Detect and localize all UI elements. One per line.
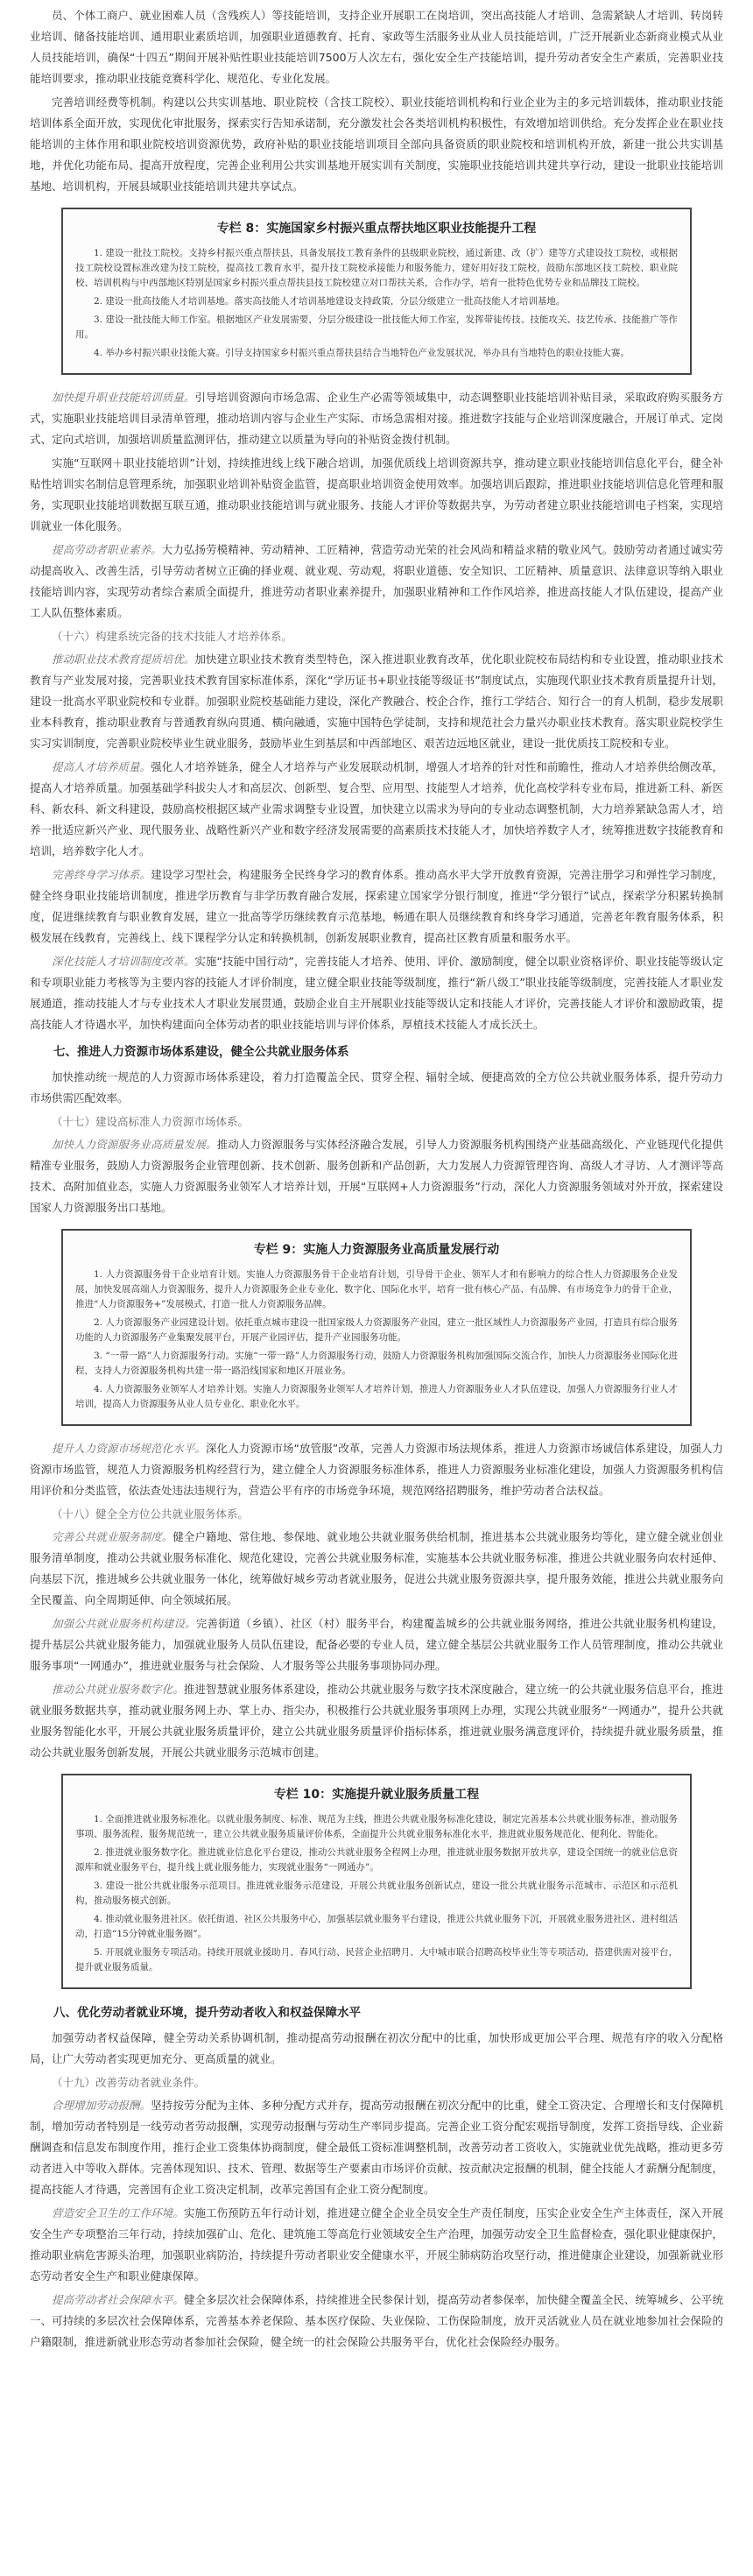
body-section-3 [30, 1067, 723, 1109]
column-box-title: 专栏 9：实施人力资源服务业高质量发展行动 [253, 1243, 500, 1257]
body-paragraph [30, 2095, 723, 2200]
subsection-heading-16: （十六）构建系统完备的技术技能人才培养体系。 [52, 630, 293, 643]
paragraph-lead: 提高劳动者职业素养。 [52, 543, 162, 556]
body-paragraph [30, 649, 723, 754]
paragraph-lead: 完善终身学习体系。 [52, 868, 151, 881]
body-section-4 [30, 1134, 723, 1218]
subsection-heading-18: （十八）健全全方位公共就业服务体系。 [52, 1507, 250, 1521]
paragraph-lead: 推动公共就业服务数字化。 [52, 1683, 184, 1696]
body-paragraph [30, 1679, 723, 1763]
column-box-items [75, 1812, 678, 1975]
paragraph-text: 实施“技能中国行动”，完善技能人才培养、使用、评价、激励制度，健全以职业资格评价、职业技能等级认定和专项职业能力考核等为主要内容的技能人才评价制度，建立健全职业技能等级制度，推行“新八级工”职业技能等级制度，完善技能人才职业发展通道，推动技能人才与专业技术人才职业发展贯通，鼓励企业自主开展职业技能等级认定和技能人才评价，完善技能人才评价和激励政策，提高技能人才待遇水平，加快构建面向全体劳动者的职业技能培训与评价体系，厚植技术技能人才成长沃土。 [30, 955, 723, 1031]
body-section-2 [30, 649, 723, 1035]
body-section-1 [30, 387, 723, 624]
paragraph-lead: 提高人才培养质量。 [52, 760, 151, 773]
paragraph-text: 推动人力资源服务与实体经济融合发展，引导人力资源服务机构围绕产业基础高级化、产业链现代化提供精准专业服务，鼓励人力资源服务企业管理创新、技术创新、服务创新和产品创新，大力发展人力资源管理咨询、高级人才寻访、人才测评等高技术、高附加值业态，实施人力资源服务业领军人才培养计划，开展“互联网+人力资源服务”行动，深化人力资源服务领域对外开放，探索建设国家人力资源服务出口基地。 [30, 1138, 723, 1214]
paragraph-text: 强化人才培养链条，健全人才培养与产业发展联动机制，增强人才培养的针对性和前瞻性，推动人才培养供给侧改革，提高人才培养质量。加强基础学科拔尖人才和高层次、创新型、复合型、应用型、技能型人才培养，优化高校学科专业布局，推进新工科、新医科、新农科、新文科建设，鼓励高校根据区域产业需求调整专业设置，加快建立以需求为导向的专业动态调整机制，大力培养紧缺急需人才，培养一批适应新兴产业、现代服务业、战略性新兴产业和数字经济发展需要的高素质技术技能人才，加快培养数字人才，统筹推进数字技能教育和培训，培养数字化人才。 [30, 760, 723, 857]
body-paragraph [30, 2028, 723, 2070]
paragraph-text: 实施工伤预防五年行动计划，推进建立健全企业全员安全生产责任制度，压实企业安全生产主体责任，深入开展安全生产专项整治三年行动，持续加强矿山、危化、建筑施工等高危行业领域安全生产治理，加强劳动安全卫生监督检查，强化职业健康保护，推动职业病危害源头治理，加强职业病防治，持续提升劳动者职业安全健康水平，开展尘肺病防治攻坚行动，推进健康企业建设，加强新就业形态劳动者安全生产和职业健康保障。 [30, 2206, 723, 2283]
paragraph-lead: 提高劳动者社会保障水平。 [52, 2293, 184, 2306]
body-paragraph [30, 1067, 723, 1109]
document-page [30, 5, 723, 2355]
body-section-6 [30, 1527, 723, 1763]
column-item: 5. 开展就业服务专项活动。持续开展就业援助月、春风行动、民营企业招聘月、大中城市联合招聘高校毕业生等专项活动，搭建供需对接平台，提升就业服务质量。 [75, 1947, 678, 1973]
paragraph-text: 推进智慧就业服务体系建设，推动公共就业服务与数字技术深度融合，建立统一的公共就业服务信息平台，推进就业服务数据共享，推动就业服务网上办、掌上办、指尖办，积极推行公共就业服务事项网上办理，实现公共就业服务“一网通办”，提升公共就业服务智能化水平，开展公共就业服务质量评价，建立公共就业服务质量评价指标体系，推进就业服务满意度评价，持续提升就业服务质量，推动公共就业服务创新发展，开展公共就业服务示范城市创建。 [30, 1683, 723, 1759]
column-item: 1. 人力资源服务骨干企业培育计划。实施人力资源服务骨干企业培育计划，引导骨干企业、领军人才和有影响力的综合性人力资源服务企业发展，加快发展高端人力资源服务，提升人力资源服务企业专业化、数字化、国际化水平，培育一批有核心产品、有品牌、有市场竞争力的骨干企业，推进“人力资源服务+”发展模式，打造一批人力资源服务品牌。 [75, 1269, 678, 1309]
section-heading-7: 七、推进人力资源市场体系建设，健全公共就业服务体系 [53, 1045, 349, 1059]
paragraph-text: 深化人力资源市场“放管服”改革，完善人力资源市场法规体系，推进人力资源市场诚信体系建设，加强人力资源市场监管，规范人力资源服务机构经营行为，建立健全人力资源服务标准体系，推进人力资源服务业标准化建设，加强人力资源服务机构信用评价和分类监管，依法查处违法违规行为，营造公平有序的市场竞争环境，规范网络招聘服务，维护劳动者合法权益。 [30, 1442, 723, 1497]
body-paragraph [30, 453, 723, 537]
body-paragraph [30, 951, 723, 1035]
column-box-10 [61, 1774, 692, 1989]
paragraph-text: 健全多层次社会保障体系，持续推进全民参保计划，提高劳动者参保率，加快健全覆盖全民、统筹城乡、公平统一、可持续的多层次社会保障体系，完善基本养老保险、基本医疗保险、失业保险、工伤保险制度，放开灵活就业人员在就业地参加社会保险的户籍限制，推进新就业形态劳动者参加社会保险，健全统一的社会保险公共服务平台，优化社会保险经办服务。 [30, 2293, 723, 2348]
body-paragraph [30, 2203, 723, 2287]
paragraph-text: 实施“互联网＋职业技能培训”计划，持续推进线上线下融合培训，加强优质线上培训资源共享，推动建立职业技能培训信息化平台，健全补贴性培训实名制信息管理系统，加强职业培训补贴资金监管，提高职业培训资金使用效率。加强培训后跟踪，推进职业技能培训信息化管理和服务，实现职业技能培训数据互联互通，推动职业技能培训与就业服务、技能人才评价等数据共享，为劳动者建立职业技能培训电子档案，实现培训就业一体化服务。 [30, 456, 723, 533]
body-section-5 [30, 1438, 723, 1501]
body-section-7 [30, 2028, 723, 2070]
body-paragraph [30, 757, 723, 862]
column-item: 4. 人力资源服务业领军人才培养计划。实施人力资源服务业领军人才培养计划，推进人力资源服务业人才队伍建设，加强人力资源服务行业人才培训，提高人力资源服务从业人员专业化、职业化水平。 [75, 1384, 678, 1409]
column-item: 2. 建设一批高技能人才培训基地。落实高技能人才培训基地建设支持政策，分层分级建立一批高技能人才培训基地。 [94, 296, 566, 307]
section-heading-8: 八、优化劳动者就业环境，提升劳动者收入和权益保障水平 [53, 2006, 361, 2020]
body-section-8 [30, 2095, 723, 2353]
paragraph-text: 完善街道（乡镇）、社区（村）服务平台，构建覆盖城乡的公共就业服务网络，推进公共就业服务机构建设，提升基层公共就业服务能力，加强就业服务人员队伍建设，配备必要的专业人员，建立健全基层公共就业服务工作人员管理制度，推动公共就业服务事项“一网通办”，推进就业服务与社会保险、人才服务等公共服务事项协同办理。 [30, 1617, 723, 1672]
body-paragraph [30, 1527, 723, 1611]
body-paragraph [30, 540, 723, 624]
column-item: 3. 建设一批公共就业服务示范项目。推进就业服务示范建设，开展公共就业服务创新试点，建设一批公共就业服务示范城市、示范区和示范机构，推动服务模式创新。 [75, 1881, 678, 1906]
column-box-9 [61, 1229, 692, 1426]
column-item: 2. 人力资源服务产业园建设计划。依托重点城市建设一批国家级人力资源服务产业园，建立一批区域性人力资源服务产业园，打造具有综合服务功能的人力资源服务产业集聚发展平台，开展产业园评估，提升产业园服务功能。 [75, 1317, 678, 1343]
body-paragraph [30, 865, 723, 949]
paragraph-lead: 推动职业技术教育提质培优。 [52, 653, 195, 666]
paragraph-text: 坚持按劳分配为主体、多种分配方式并存，提高劳动报酬在初次分配中的比重，健全工资决定、合理增长和支付保障机制，增加劳动者特别是一线劳动者劳动报酬，实现劳动报酬与劳动生产率同步提高。完善企业工资分配宏观指导制度，发挥工资指导线、企业薪酬调查和信息发布制度作用，推行企业工资集体协商制度，健全最低工资标准调整机制，改善劳动者工资收入，实施就业优先战略，推动更多劳动者进入中等收入群体。完善体现知识、技术、管理、数据等生产要素由市场评价贡献、按贡献决定报酬的机制，健全技能人才薪酬分配制度，提高技能人才待遇，完善国有企业工资决定机制，改革完善国有企业工资分配制度。 [30, 2099, 723, 2196]
paragraph-text: 加快建立职业技术教育类型特色，深入推进职业教育改革，优化职业院校布局结构和专业设置，推动职业技术教育与产业发展对接，完善职业技术教育国家标准体系，深化“学历证书+职业技能等级证书”制度试点，实施现代职业技术教育质量提升计划，建设一批高水平职业院校和专业群。加强职业院校基础能力建设，深化产教融合、校企合作，推行工学结合、知行合一的育人机制，稳步发展职业本科教育，推动职业教育与普通教育纵向贯通、横向融通，实施中国特色学徒制，支持和规范社会力量兴办职业技术教育。落实职业院校学生实习实训制度，完善职业院校毕业生就业服务，鼓励毕业生到基层和中西部地区、艰苦边远地区就业，建设一批优质技工院校和专业。 [30, 653, 723, 750]
body-paragraph: 员、个体工商户、就业困难人员（含残疾人）等技能培训，支持企业开展职工在岗培训，突出高技能人才培训、急需紧缺人才培训、转岗转业培训、储备技能培训、通用职业素质培训，加强职业道德教育、托育、家政等生活服务业从业人员技能培训，广泛开展新业态新商业模式从业人员技能培训，确保“十四五”期间开展补贴性职业技能培训7500万人次左右，强化安全生产技能培训，提升劳动者安全生产素质，完善职业技能培训要求，推动职业技能竞赛科学化、规范化、专业化发展。 [30, 9, 723, 85]
column-item: 1. 建设一批技工院校。支持乡村振兴重点帮扶县，具备发展技工教育条件的县级职业院校，通过新建、改（扩）建等方式建设技工院校，或根据技工院校设置标准改建为技工院校，提高技工教育水平，提升技工院校承接能力和服务能力，建好用好技工院校，鼓励东部地区技工院校、职业院校、培训机构与中西部地区特别是国家乡村振兴重点帮扶县技工院校建立对口帮扶关系，合作办学，培育一批特色优势专业和品牌技工院校。 [75, 248, 678, 288]
column-item: 1. 全面推进就业服务标准化。以就业服务制度、标准、规范为主线，推进公共就业服务标准化建设，制定完善基本公共就业服务标准，推动服务事项、服务流程、服务规范统一，建立公共就业服务质量评价体系，全面提升公共就业服务标准化水平，推进就业服务规范化、便利化、智能化。 [75, 1814, 678, 1839]
paragraph-text: 健全户籍地、常住地、参保地、就业地公共就业服务供给机制，推进基本公共就业服务均等化，建立健全就业创业服务清单制度，推动公共就业服务标准化、规范化建设，完善公共就业服务标准，实施基本公共就业服务标准，推进公共就业服务向农村延伸、向基层下沉，推进城乡公共就业服务一体化，统筹做好城乡劳动者就业服务，促进公共就业服务资源共享，提升服务效能，推进公共就业服务向全民覆盖、向全周期延伸、向全领域拓展。 [30, 1530, 723, 1606]
paragraph-lead: 加快提升职业技能培训质量。 [52, 391, 195, 404]
column-item: 2. 推进就业服务数字化。推进就业信息化平台建设，推动公共就业服务全程网上办理，推进就业服务数据开放共享，建设全国统一的就业信息资源库和就业服务平台，提升线上就业服务能力，实现就业服务“一网通办”。 [75, 1847, 678, 1873]
paragraph-lead: 加强公共就业服务机构建设。 [52, 1617, 196, 1630]
column-item: 4. 推动就业服务进社区。依托街道、社区公共服务中心，加强基层就业服务平台建设，推进公共就业服务下沉，开展就业服务进社区、进村组活动，打造“15分钟就业服务圈”。 [75, 1914, 678, 1939]
subsection-heading-19: （十九）改善劳动者就业条件。 [52, 2076, 206, 2089]
paragraph-text: 加强劳动者权益保障，健全劳动关系协调机制，推动提高劳动报酬在初次分配中的比重，加快形成更加公平合理、规范有序的收入分配格局，让广大劳动者实现更加充分、更高质量的就业。 [30, 2031, 723, 2065]
body-paragraph [30, 1134, 723, 1218]
body-paragraph [30, 1613, 723, 1676]
paragraph-lead: 提升人力资源市场规范化水平。 [52, 1442, 206, 1455]
paragraph-lead: 营造安全卫生的工作环境。 [52, 2206, 184, 2220]
paragraph-text: 大力弘扬劳模精神、劳动精神、工匠精神，营造劳动光荣的社会风尚和精益求精的敬业风气。鼓励劳动者通过诚实劳动提高收入、改善生活，引导劳动者树立正确的择业观、就业观、劳动观，将职业道德、安全知识、工匠精神、质量意识、法律意识等纳入职业技能培训内容，实现劳动者综合素质全面提升，推进劳动者职业素养提升，加强职业精神和工作作风培养，推进高技能人才队伍建设，提高产业工人队伍整体素质。 [30, 543, 723, 619]
column-item: 4. 举办乡村振兴职业技能大赛。引导支持国家乡村振兴重点帮扶县结合当地特色产业发展状况，举办具有当地特色的职业技能大赛。 [94, 348, 630, 358]
column-box-items [75, 246, 678, 361]
paragraph-text: 建设学习型社会，构建服务全民终身学习的教育体系。推动高水平大学开放教育资源，完善注册学习和弹性学习制度，健全终身职业技能培训制度，推进学历教育与非学历教育融合发展，探索建立国家学分银行制度，推进“学分银行”试点，探索学分积累转换制度，促进继续教育与职业教育发展，建立一批高等学历继续教育示范基地，畅通在职人员继续教育和终身学习通道，完善老年教育服务体系，积极发展在线教育，完善线上、线下课程学分认定和转换机制，创新发展职业教育，提高社区教育质量和服务水平。 [30, 868, 723, 944]
intro-section [30, 5, 723, 197]
paragraph-lead: 深化技能人才培训制度改革。 [52, 955, 195, 968]
column-item: 3. “一带一路”人力资源服务行动。实施“一带一路”人力资源服务行动，鼓励人力资源服务机构加强国际交流合作，加快人力资源服务业国际化进程，支持人力资源服务机构共建一带一路沿线国家和地区开展业务。 [75, 1351, 678, 1376]
body-paragraph [30, 1438, 723, 1501]
paragraph-lead: 完善公共就业服务制度。 [52, 1530, 173, 1543]
body-paragraph [30, 387, 723, 450]
paragraph-text: 加快推动统一规范的人力资源市场体系建设，着力打造覆盖全民、贯穿全程、辐射全域、便捷高效的全方位公共就业服务体系，提升劳动力市场供需匹配效率。 [30, 1070, 723, 1105]
column-box-title: 专栏 8：实施国家乡村振兴重点帮扶地区职业技能提升工程 [216, 222, 537, 236]
paragraph-lead: 加快人力资源服务业高质量发展。 [52, 1138, 217, 1151]
column-box-8 [61, 208, 692, 375]
body-paragraph: 完善培训经费等机制。构建以公共实训基地、职业院校（含技工院校）、职业技能培训机构和行业企业为主的多元培训载体，推动职业技能培训体系全面开放，实现优化审批服务，探索实行告知承诺制，充分激发社会各类培训机构积极性，有效增加培训供给。充分发挥企业在职业技能培训的主体作用和职业院校培训资源优势，政府补贴的职业技能培训项目全部向具备资质的职业院校和培训机构开放，新建一批公共实训基地，并优化功能布局、提高开放程度，完善企业利用公共实训基地开展实训有关制度，实施职业技能培训共建共享行动，建设一批职业技能培训基地、培训机构，开展县域职业技能培训共建共享试点。 [30, 95, 723, 193]
paragraph-lead: 合理增加劳动报酬。 [52, 2099, 151, 2112]
body-paragraph [30, 2290, 723, 2353]
paragraph-text: 引导培训资源向市场急需、企业生产必需等领域集中，动态调整职业技能培训补贴目录，采取政府购买服务方式，实施职业技能培训目录清单管理，推动培训内容与企业生产实际、市场急需相对接。推进数字技能与企业培训深度融合，开展订单式、定岗式、定向式培训，加强培训质量监测评估，推动建立以质量为导向的补贴资金拨付机制。 [30, 391, 723, 446]
column-box-title: 专栏 10：实施提升就业服务质量工程 [273, 1788, 480, 1802]
subsection-heading-17: （十七）建设高标准人力资源市场体系。 [52, 1115, 250, 1128]
column-item: 3. 建设一批技能大师工作室。根据地区产业发展需要，分层分级建设一批技能大师工作室，发挥带徒传技、技能攻关、技艺传承、技能推广等作用。 [75, 314, 678, 340]
column-box-items [75, 1267, 678, 1412]
